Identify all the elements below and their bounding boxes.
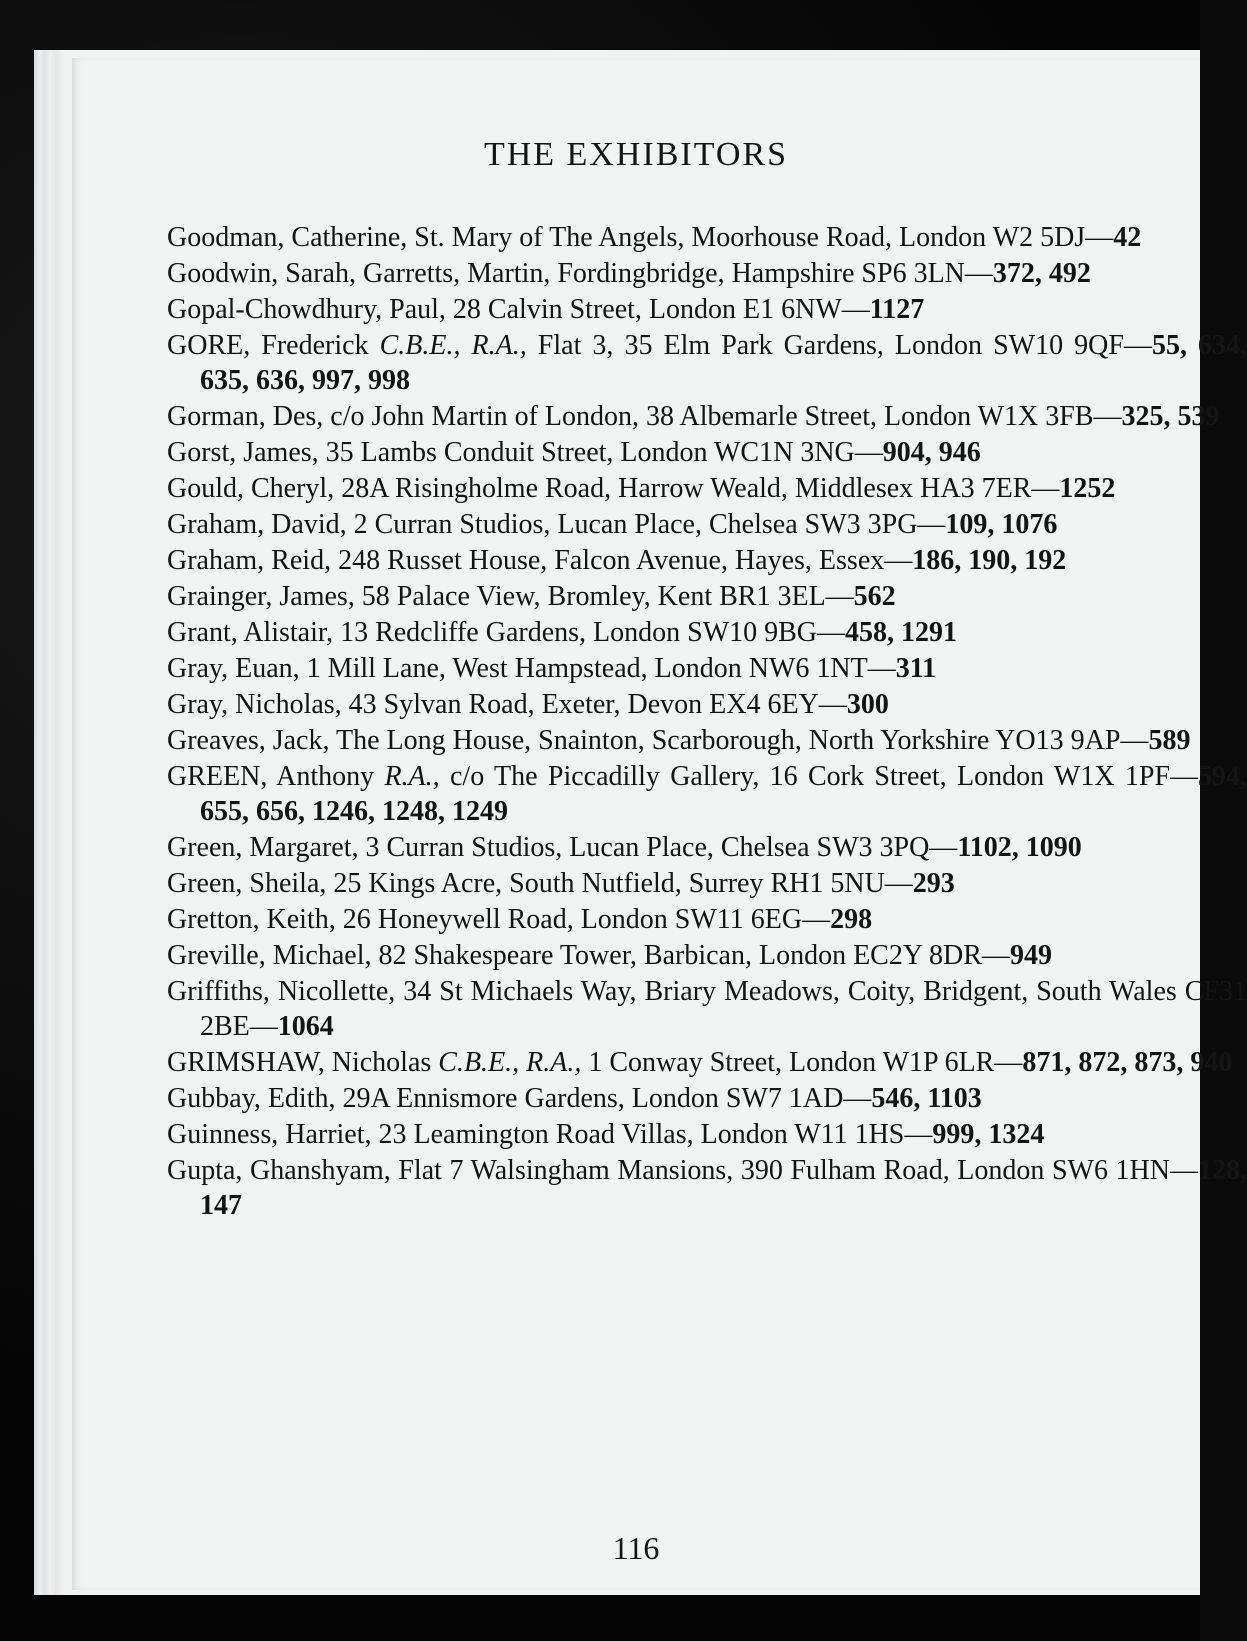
exhibitor-entry: Greaves, Jack, The Long House, Snainton, Scarborough, North Yorkshire YO13 9AP—589 — [167, 725, 1191, 756]
catalogue-numbers: 562 — [853, 581, 896, 612]
exhibitor-entry: Greville, Michael, 82 Shakespeare Tower, Barbican, London EC2Y 8DR—949 — [167, 940, 1052, 971]
catalogue-numbers: 546, 1103 — [871, 1083, 982, 1114]
catalogue-numbers: 186, 190, 192 — [912, 545, 1067, 576]
exhibitor-entry: Gorman, Des, c/o John Martin of London, 38 Albemarle Street, London W1X 3FB—325, 539 — [167, 401, 1220, 432]
exhibitor-list — [167, 220, 1247, 1224]
catalogue-numbers: 293 — [912, 868, 955, 899]
exhibitor-entry: Gorst, James, 35 Lambs Conduit Street, London WC1N 3NG—904, 946 — [167, 437, 981, 468]
exhibitor-entry: Goodman, Catherine, St. Mary of The Angels, Moorhouse Road, London W2 5DJ—42 — [167, 222, 1142, 253]
catalogue-numbers: 1252 — [1059, 473, 1116, 504]
catalogue-numbers: 999, 1324 — [932, 1119, 1045, 1150]
exhibitor-entry: Grant, Alistair, 13 Redcliffe Gardens, London SW10 9BG—458, 1291 — [167, 617, 958, 648]
exhibitor-entry: Green, Margaret, 3 Curran Studios, Lucan Place, Chelsea SW3 3PQ—1102, 1090 — [167, 832, 1082, 863]
catalogue-numbers: 55, 634, 635, 636, 997, 998 — [200, 330, 1247, 396]
exhibitor-entry: Griffiths, Nicollette, 34 St Michaels Way, Briary Meadows, Coity, Bridgent, South Wales CF31 2BE—1064 — [167, 976, 1247, 1042]
exhibitor-entry: Guinness, Harriet, 23 Leamington Road Villas, London W11 1HS—999, 1324 — [167, 1119, 1045, 1150]
catalogue-numbers: 871, 872, 873, 940 — [1022, 1047, 1233, 1078]
exhibitor-entry: Green, Sheila, 25 Kings Acre, South Nutfield, Surrey RH1 5NU—293 — [167, 868, 955, 899]
book-page — [72, 58, 1247, 1590]
catalogue-numbers: 904, 946 — [882, 437, 981, 468]
catalogue-numbers: 300 — [846, 689, 889, 720]
exhibitor-entry: Gubbay, Edith, 29A Ennismore Gardens, London SW7 1AD—546, 1103 — [167, 1083, 982, 1114]
exhibitor-entry: Gretton, Keith, 26 Honeywell Road, London SW11 6EG—298 — [167, 904, 873, 935]
catalogue-numbers: 1102, 1090 — [957, 832, 1082, 863]
exhibitor-entry: Gopal-Chowdhury, Paul, 28 Calvin Street, London E1 6NW—1127 — [167, 294, 925, 325]
exhibitor-entry: Grainger, James, 58 Palace View, Bromley, Kent BR1 3EL—562 — [167, 581, 896, 612]
catalogue-numbers: 42 — [1113, 222, 1142, 253]
exhibitor-entry: Goodwin, Sarah, Garretts, Martin, Fordingbridge, Hampshire SP6 3LN—372, 492 — [167, 258, 1091, 289]
exhibitor-entry: GRIMSHAW, Nicholas C.B.E., R.A., 1 Conway Street, London W1P 6LR—871, 872, 873, 940 — [167, 1047, 1233, 1078]
exhibitor-entry: GORE, Frederick C.B.E., R.A., Flat 3, 35 Elm Park Gardens, London SW10 9QF—55, 634, 635, 636, 997, 998 — [167, 330, 1247, 396]
exhibitor-entry: Gray, Nicholas, 43 Sylvan Road, Exeter, Devon EX4 6EY—300 — [167, 689, 889, 720]
catalogue-numbers: 949 — [1009, 940, 1052, 971]
catalogue-numbers: 109, 1076 — [945, 509, 1058, 540]
catalogue-numbers: 128, 147 — [200, 1155, 1247, 1221]
catalogue-numbers: 298 — [830, 904, 873, 935]
exhibitor-entry: Graham, David, 2 Curran Studios, Lucan Place, Chelsea SW3 3PG—109, 1076 — [167, 509, 1058, 540]
honours: R.A., — [384, 761, 440, 792]
exhibitor-entry: Graham, Reid, 248 Russet House, Falcon Avenue, Hayes, Essex—186, 190, 192 — [167, 545, 1067, 576]
page-heading: THE EXHIBITORS — [483, 136, 789, 173]
exhibitor-entry: Gray, Euan, 1 Mill Lane, West Hampstead, London NW6 1NT—311 — [167, 653, 937, 684]
catalogue-numbers: 325, 539 — [1121, 401, 1220, 432]
catalogue-numbers: 594, 655, 656, 1246, 1248, 1249 — [200, 761, 1247, 827]
catalogue-numbers: 1064 — [277, 1011, 334, 1042]
catalogue-numbers: 1127 — [869, 294, 925, 325]
catalogue-numbers: 311 — [895, 653, 937, 684]
page-number: 116 — [612, 1530, 660, 1566]
honours: C.B.E., R.A., — [379, 330, 527, 361]
exhibitor-entry: Gould, Cheryl, 28A Risingholme Road, Harrow Weald, Middlesex HA3 7ER—1252 — [167, 473, 1116, 504]
catalogue-numbers: 372, 492 — [992, 258, 1091, 289]
honours: C.B.E., R.A., — [438, 1047, 582, 1078]
exhibitor-entry: GREEN, Anthony R.A., c/o The Piccadilly Gallery, 16 Cork Street, London W1X 1PF—594, 655, 656, 1246, 1248, 1249 — [167, 761, 1247, 827]
catalogue-numbers: 589 — [1148, 725, 1191, 756]
catalogue-numbers: 458, 1291 — [845, 617, 958, 648]
exhibitor-entry: Gupta, Ghanshyam, Flat 7 Walsingham Mansions, 390 Fulham Road, London SW6 1HN—128, 147 — [167, 1155, 1247, 1221]
